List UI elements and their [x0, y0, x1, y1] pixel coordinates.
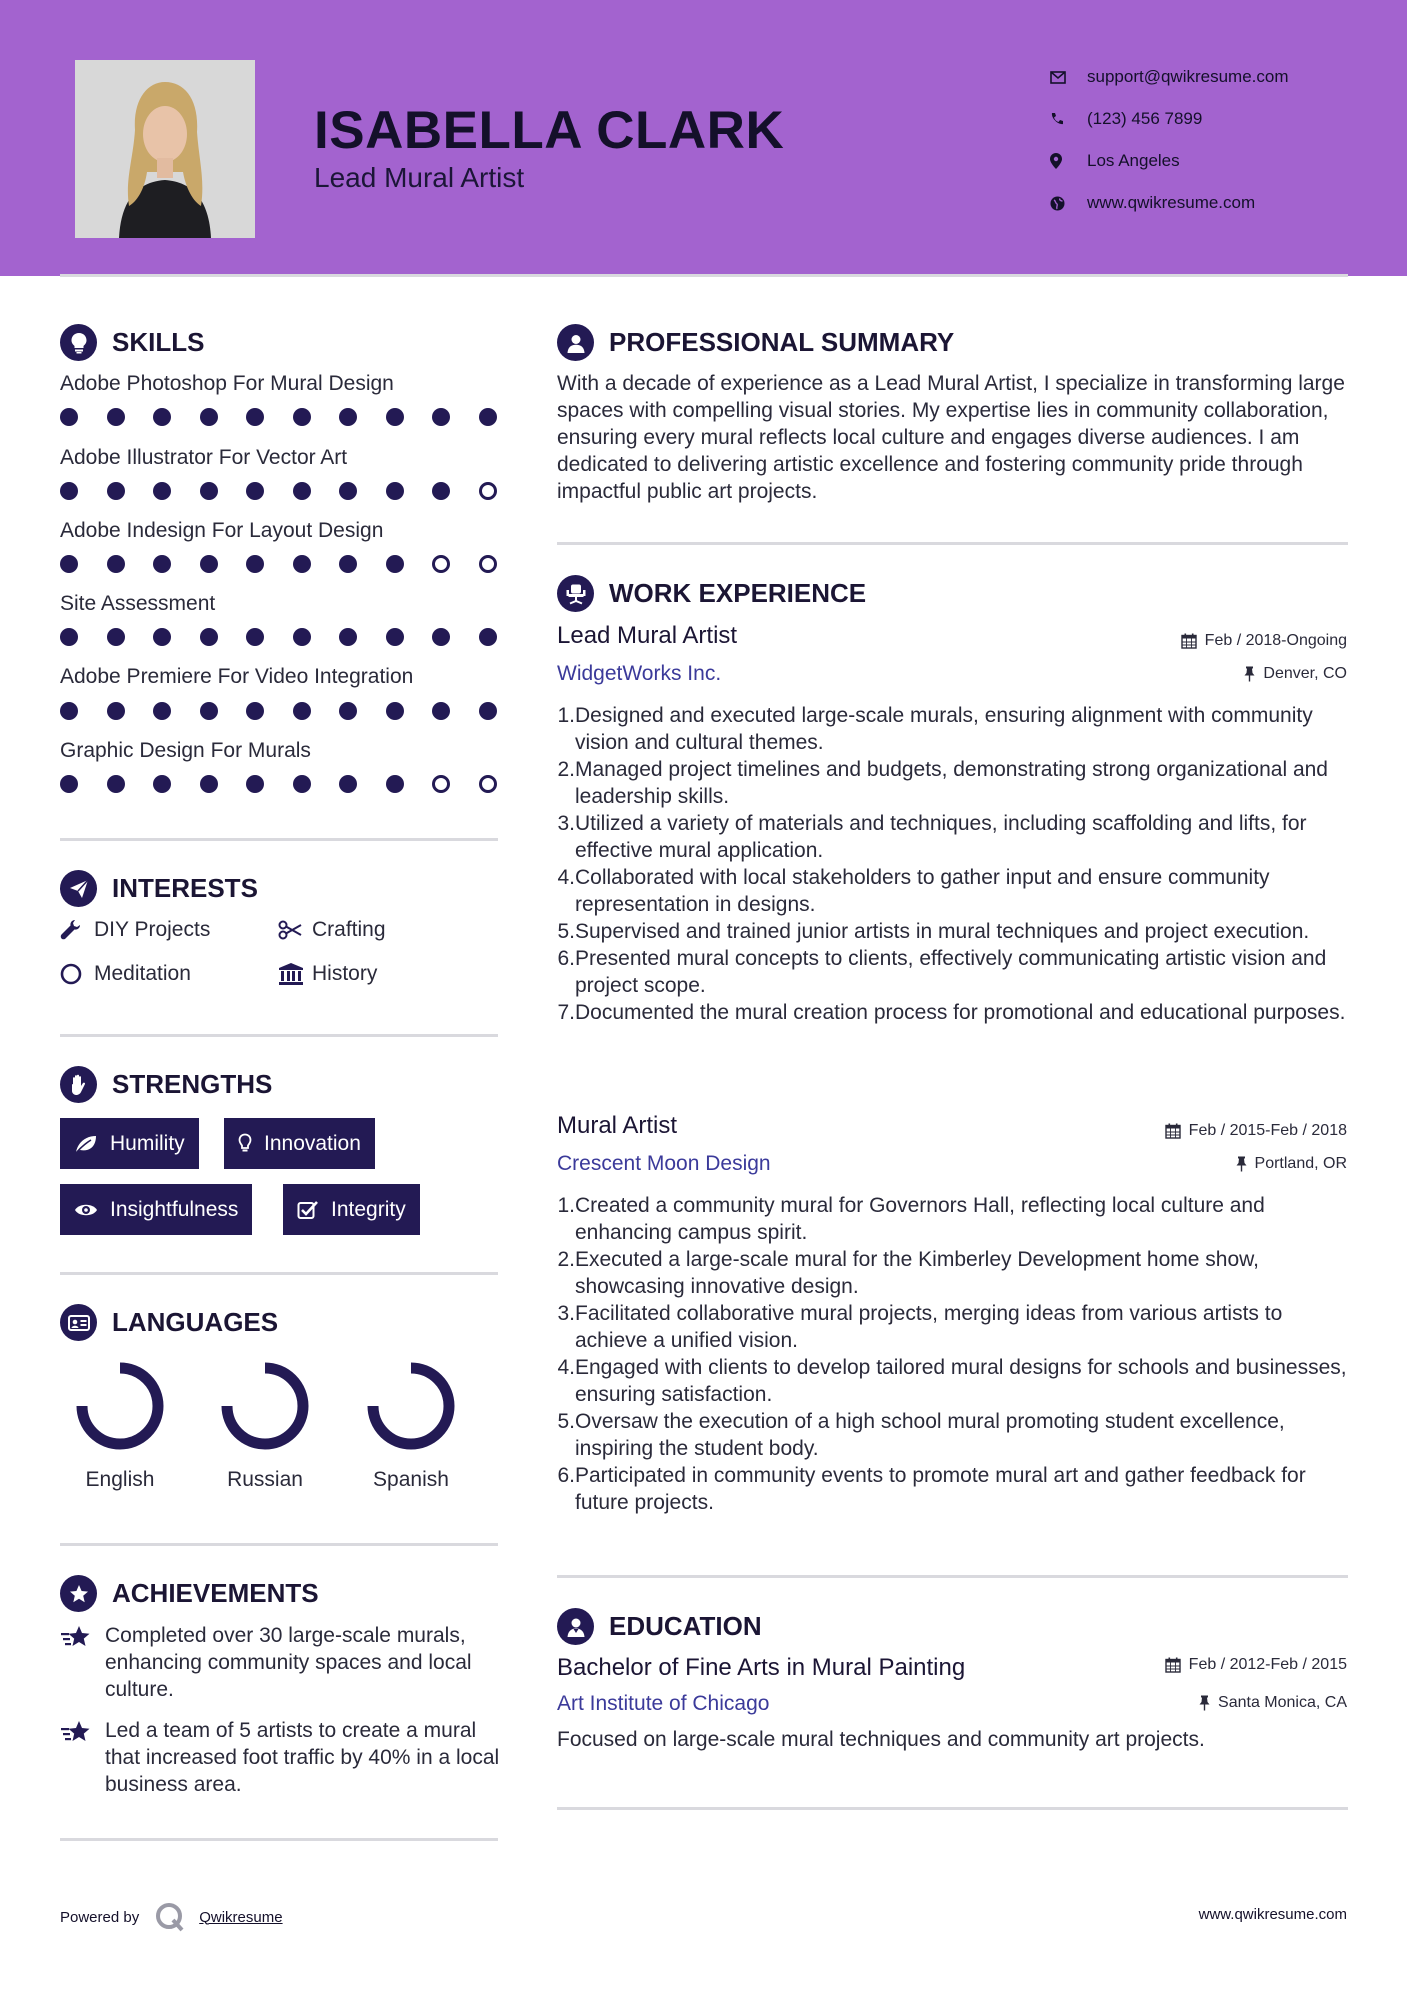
rating-dot-filled — [153, 555, 171, 573]
bullet-number: 5. — [557, 1410, 575, 1433]
bullet-text: Facilitated collaborative mural projects, merging ideas from various artists to achieve a unified vision. — [575, 1302, 1283, 1352]
contact-website[interactable] — [1050, 182, 1289, 224]
rating-dot-empty — [479, 775, 497, 793]
section-divider — [60, 1838, 498, 1841]
education-location: Santa Monica, CA — [1199, 1694, 1347, 1712]
achievement-item — [60, 1622, 500, 1703]
bullet-number: 5. — [557, 920, 575, 943]
job-bullet — [557, 999, 1349, 1026]
lightbulb-icon — [60, 324, 97, 361]
degree-title: Bachelor of Fine Arts in Mural Painting — [557, 1654, 966, 1681]
job-bullet — [557, 1462, 1349, 1516]
rating-dot-filled — [200, 408, 218, 426]
skill-name: Adobe Premiere For Video Integration — [60, 665, 414, 688]
lightbulb-icon — [238, 1133, 252, 1155]
job-bullets — [557, 1192, 1349, 1516]
language-item — [351, 1360, 471, 1492]
job-dates: Feb / 2015-Feb / 2018 — [1165, 1122, 1347, 1140]
language-label: English — [85, 1468, 155, 1491]
rating-dot-filled — [60, 628, 78, 646]
strength-tag: Insightfulness — [60, 1184, 252, 1235]
rating-dot-empty — [479, 555, 497, 573]
company-name: WidgetWorks Inc. — [557, 662, 722, 685]
hand-icon — [60, 1066, 97, 1103]
bullet-text: Engaged with clients to develop tailored mural designs for schools and businesses, ensuring satisfaction. — [575, 1356, 1347, 1406]
rating-dot-filled — [339, 628, 357, 646]
calendar-icon — [1181, 633, 1197, 649]
contact-email-text: support@qwikresume.com — [1087, 67, 1289, 86]
rating-dot-filled — [60, 555, 78, 573]
rating-dot-filled — [386, 408, 404, 426]
section-divider — [60, 1034, 498, 1037]
job-bullet — [557, 756, 1349, 810]
rating-dot-filled — [386, 555, 404, 573]
rating-dot-filled — [246, 555, 264, 573]
skill-rating — [60, 408, 525, 426]
interests-heading: INTERESTS — [60, 870, 258, 907]
leaf-icon — [74, 1134, 98, 1154]
skill-rating — [60, 702, 525, 720]
job-location: Denver, CO — [1244, 665, 1347, 683]
language-item — [205, 1360, 325, 1492]
contact-website-text: www.qwikresume.com — [1087, 193, 1256, 212]
bullet-text: Designed and executed large-scale murals, ensuring alignment with community vision and cultural themes. — [575, 704, 1313, 754]
experience-heading: WORK EXPERIENCE — [557, 575, 866, 612]
rating-dot-filled — [339, 702, 357, 720]
achievement-item — [60, 1717, 500, 1798]
user-icon — [557, 324, 594, 361]
rating-dot-filled — [246, 482, 264, 500]
bullet-number: 1. — [557, 704, 575, 727]
job-bullet — [557, 918, 1349, 945]
bullet-number: 4. — [557, 866, 575, 889]
job-dates: Feb / 2018-Ongoing — [1181, 632, 1347, 650]
rating-dot-filled — [293, 482, 311, 500]
calendar-icon — [1165, 1123, 1181, 1139]
skill-name: Graphic Design For Murals — [60, 739, 311, 762]
languages-heading: LANGUAGES — [60, 1304, 278, 1341]
contact-list — [1050, 56, 1289, 224]
skill-name: Adobe Indesign For Layout Design — [60, 519, 384, 542]
bullet-number: 3. — [557, 812, 575, 835]
bullet-text: Created a community mural for Governors Hall, reflecting local culture and enhancing campus spirit. — [575, 1194, 1265, 1244]
school-name: Art Institute of Chicago — [557, 1692, 770, 1715]
job-bullet — [557, 702, 1349, 756]
rating-dot-filled — [107, 775, 125, 793]
rating-dot-filled — [200, 702, 218, 720]
achievements-heading: ACHIEVEMENTS — [60, 1575, 319, 1612]
bullet-text: Utilized a variety of materials and techniques, including scaffolding and lifts, for effective mural application. — [575, 812, 1307, 862]
bullet-text: Presented mural concepts to clients, effectively communicating artistic vision and project scope. — [575, 947, 1327, 997]
summary-heading: PROFESSIONAL SUMMARY — [557, 324, 954, 361]
job-location: Portland, OR — [1236, 1155, 1347, 1173]
checkbox-icon — [297, 1200, 319, 1220]
graduate-icon — [557, 1608, 594, 1645]
rating-dot-filled — [200, 482, 218, 500]
rating-dot-filled — [107, 482, 125, 500]
brand-link[interactable]: Qwikresume — [199, 1908, 283, 1926]
bullet-number: 7. — [557, 1001, 575, 1024]
office-chair-icon — [557, 575, 594, 612]
paper-plane-icon — [60, 870, 97, 907]
contact-email[interactable] — [1050, 56, 1289, 98]
star-icon — [60, 1717, 105, 1798]
bullet-number: 2. — [557, 758, 575, 781]
achievement-text: Completed over 30 large-scale murals, enhancing community spaces and local culture. — [105, 1624, 472, 1701]
bullet-number: 2. — [557, 1248, 575, 1271]
header-divider — [60, 274, 1348, 277]
powered-by-label: Powered by — [60, 1908, 140, 1926]
job-title: Lead Mural Artist — [557, 622, 738, 649]
footer-website[interactable]: www.qwikresume.com — [1198, 1906, 1347, 1923]
skill-rating — [60, 775, 525, 793]
rating-dot-empty — [479, 482, 497, 500]
bullet-number: 6. — [557, 947, 575, 970]
contact-location-text: Los Angeles — [1087, 151, 1180, 170]
rating-dot-filled — [153, 482, 171, 500]
rating-dot-filled — [153, 628, 171, 646]
strengths-heading: STRENGTHS — [60, 1066, 272, 1103]
section-divider — [60, 838, 498, 841]
rating-dot-filled — [432, 482, 450, 500]
rating-dot-empty — [432, 775, 450, 793]
envelope-icon — [1050, 71, 1087, 84]
id-card-icon — [60, 1304, 97, 1341]
rating-dot-filled — [479, 628, 497, 646]
rating-dot-filled — [107, 628, 125, 646]
job-bullet — [557, 1300, 1349, 1354]
bullet-text: Collaborated with local stakeholders to gather input and ensure community representation in designs. — [575, 866, 1270, 916]
rating-dot-filled — [386, 775, 404, 793]
rating-dot-filled — [200, 628, 218, 646]
skill-name: Adobe Photoshop For Mural Design — [60, 372, 394, 395]
language-label: Russian — [227, 1468, 303, 1491]
star-icon — [60, 1622, 105, 1703]
candidate-role: Lead Mural Artist — [314, 162, 525, 193]
rating-dot-filled — [107, 408, 125, 426]
wrench-icon — [60, 919, 94, 941]
rating-dot-filled — [153, 408, 171, 426]
globe-icon — [1050, 196, 1087, 211]
bullet-number: 3. — [557, 1302, 575, 1325]
phone-icon — [1050, 112, 1087, 126]
bullet-text: Managed project timelines and budgets, demonstrating strong organizational and leadership skills. — [575, 758, 1328, 808]
rating-dot-filled — [293, 555, 311, 573]
rating-dot-filled — [339, 408, 357, 426]
bullet-text: Documented the mural creation process for promotional and educational purposes. — [575, 1001, 1346, 1024]
language-label: Spanish — [373, 1468, 449, 1491]
summary-text: With a decade of experience as a Lead Mural Artist, I specialize in transforming large spaces with compelling visual stories. My expertise lies in community collaboration, ensuring every mural reflects local culture and engages diverse audiences. I am dedicated to delivering artistic excellence and fostering community pride through impactful public art projects. — [557, 372, 1345, 503]
candidate-name: ISABELLA CLARK — [314, 101, 785, 160]
rating-dot-filled — [107, 555, 125, 573]
rating-dot-filled — [200, 775, 218, 793]
section-divider — [60, 1543, 498, 1546]
language-level-ring — [365, 1360, 457, 1452]
bullet-number: 6. — [557, 1464, 575, 1487]
strength-tag: Innovation — [224, 1118, 375, 1169]
rating-dot-filled — [293, 628, 311, 646]
rating-dot-filled — [293, 702, 311, 720]
rating-dot-filled — [386, 482, 404, 500]
institution-icon — [278, 962, 312, 986]
job-title: Mural Artist — [557, 1112, 678, 1139]
rating-dot-filled — [153, 775, 171, 793]
rating-dot-filled — [200, 555, 218, 573]
strength-tag: Integrity — [283, 1184, 420, 1235]
rating-dot-filled — [293, 408, 311, 426]
section-divider — [557, 1807, 1348, 1810]
rating-dot-filled — [339, 555, 357, 573]
achievement-text: Led a team of 5 artists to create a mural that increased foot traffic by 40% in a local business area. — [105, 1719, 500, 1796]
rating-dot-filled — [432, 628, 450, 646]
star-badge-icon — [60, 1575, 97, 1612]
bullet-number: 1. — [557, 1194, 575, 1217]
skill-rating — [60, 628, 525, 646]
rating-dot-filled — [246, 702, 264, 720]
scissors-icon — [278, 920, 312, 940]
pushpin-icon — [1199, 1695, 1210, 1711]
education-dates: Feb / 2012-Feb / 2015 — [1165, 1656, 1347, 1674]
rating-dot-filled — [432, 702, 450, 720]
skill-rating — [60, 482, 525, 500]
language-level-ring — [219, 1360, 311, 1452]
qwikresume-logo-icon — [155, 1902, 185, 1932]
bullet-text: Supervised and trained junior artists in mural techniques and project execution. — [575, 920, 1310, 943]
job-bullet — [557, 945, 1349, 999]
rating-dot-filled — [386, 628, 404, 646]
footer-powered-by — [60, 1902, 283, 1932]
map-marker-icon — [1050, 153, 1087, 169]
job-bullet — [557, 1192, 1349, 1246]
contact-phone-text: (123) 456 7899 — [1087, 109, 1203, 128]
rating-dot-filled — [60, 408, 78, 426]
bullet-text: Executed a large-scale mural for the Kimberley Development home show, showcasing innovative design. — [575, 1248, 1259, 1298]
rating-dot-filled — [153, 702, 171, 720]
rating-dot-filled — [60, 702, 78, 720]
contact-phone[interactable] — [1050, 98, 1289, 140]
rating-dot-filled — [432, 408, 450, 426]
language-level-ring — [74, 1360, 166, 1452]
rating-dot-filled — [479, 702, 497, 720]
profile-photo — [75, 60, 255, 238]
skill-rating — [60, 555, 525, 573]
skills-heading: SKILLS — [60, 324, 204, 361]
education-heading: EDUCATION — [557, 1608, 762, 1645]
bullet-text: Oversaw the execution of a high school mural promoting student excellence, inspiring the student body. — [575, 1410, 1285, 1460]
interest-item: History — [278, 962, 377, 986]
rating-dot-empty — [432, 555, 450, 573]
rating-dot-filled — [386, 702, 404, 720]
contact-location — [1050, 140, 1289, 182]
eye-icon — [74, 1202, 98, 1218]
calendar-icon — [1165, 1657, 1181, 1673]
bullet-text: Participated in community events to promote mural art and gather feedback for future projects. — [575, 1464, 1306, 1514]
rating-dot-filled — [246, 775, 264, 793]
interest-item: DIY Projects — [60, 918, 210, 942]
circle-icon — [60, 963, 94, 985]
pushpin-icon — [1236, 1156, 1247, 1172]
rating-dot-filled — [339, 775, 357, 793]
job-bullets — [557, 702, 1349, 1026]
rating-dot-filled — [60, 482, 78, 500]
section-divider — [60, 1272, 498, 1275]
rating-dot-filled — [293, 775, 311, 793]
job-bullet — [557, 864, 1349, 918]
job-bullet — [557, 1408, 1349, 1462]
rating-dot-filled — [246, 628, 264, 646]
language-item — [60, 1360, 180, 1492]
rating-dot-filled — [246, 408, 264, 426]
section-divider — [557, 542, 1348, 545]
job-bullet — [557, 1354, 1349, 1408]
job-bullet — [557, 810, 1349, 864]
interest-item: Crafting — [278, 918, 386, 942]
job-bullet — [557, 1246, 1349, 1300]
pushpin-icon — [1244, 666, 1255, 682]
rating-dot-filled — [339, 482, 357, 500]
skill-name: Adobe Illustrator For Vector Art — [60, 446, 348, 469]
strength-tag: Humility — [60, 1118, 199, 1169]
rating-dot-filled — [479, 408, 497, 426]
skill-name: Site Assessment — [60, 592, 216, 615]
interest-item: Meditation — [60, 962, 191, 986]
bullet-number: 4. — [557, 1356, 575, 1379]
company-name: Crescent Moon Design — [557, 1152, 771, 1175]
rating-dot-filled — [60, 775, 78, 793]
education-description: Focused on large-scale mural techniques and community art projects. — [557, 1728, 1205, 1751]
section-divider — [557, 1575, 1348, 1578]
rating-dot-filled — [107, 702, 125, 720]
resume-header — [0, 0, 1407, 276]
